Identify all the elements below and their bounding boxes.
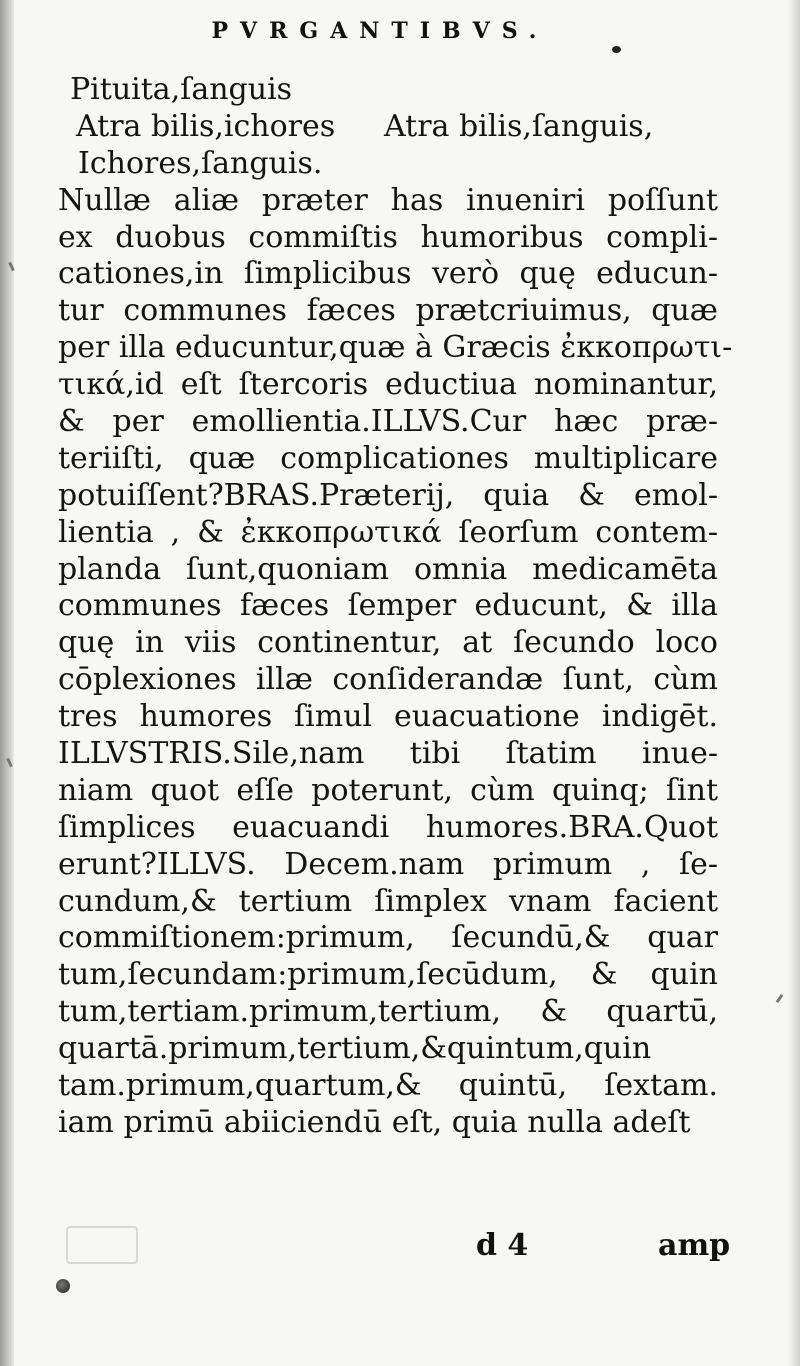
body-line: tam.primum,quartum,& quintū, ſextam. bbox=[58, 1068, 718, 1104]
body-line: commiſtionem:primum, ſecundū,& quar bbox=[58, 920, 718, 956]
body-line: ex duobus commiſtis humoribus compli- bbox=[58, 219, 718, 255]
gutter-shadow bbox=[0, 0, 14, 1366]
body-line: teriiſti, quæ complicationes multiplicare bbox=[58, 440, 718, 476]
body-line: erunt?ILLVS. Decem.nam primum , ſe- bbox=[58, 846, 718, 882]
catchword: amp bbox=[658, 1228, 731, 1263]
body-line: planda ſunt,quoniam omnia medicamēta bbox=[58, 551, 718, 587]
page-edge-shadow bbox=[788, 0, 800, 1366]
table-line-2-left: Atra bilis,ichores bbox=[76, 108, 336, 144]
body-line: tres humores ſimul euacuatione indigēt. bbox=[58, 699, 718, 735]
table-line-3: Ichores,ſanguis. bbox=[78, 145, 323, 181]
text-block bbox=[58, 72, 733, 1142]
body-line: τικά,id eſt ſtercoris eductiua nominantur, bbox=[58, 367, 718, 403]
table-line-1: Pituita,ſanguis bbox=[70, 72, 293, 107]
body-line: quartā.primum,tertium,&quintum,quin bbox=[58, 1031, 652, 1067]
body-line: quę in viis continentur, at ſecundo loco bbox=[58, 625, 718, 661]
body-line: per illa educuntur,quæ à Græcis ἐκκοπρωτι- bbox=[58, 330, 733, 366]
body-line: niam quot eſſe poterunt, cùm quinq; ſint bbox=[58, 772, 718, 808]
body-line: tur communes fæces prætcriuimus, quæ bbox=[58, 293, 718, 329]
ink-blot bbox=[56, 1279, 70, 1293]
body-line: iam primū abiiciendū eſt, quia nulla adeſt bbox=[58, 1104, 691, 1140]
body-line: communes fæces ſemper educunt, & illa bbox=[58, 588, 718, 624]
body-line: cōplexiones illæ conſiderandæ ſunt, cùm bbox=[58, 662, 718, 698]
body-line: potuiſſent?BRAS.Præterij, quia & emol- bbox=[58, 477, 718, 513]
body-line: & per emollientia.ILLVS.Cur hæc præ- bbox=[58, 404, 718, 440]
body-line: ſimplices euacuandi humores.BRA.Quot bbox=[58, 809, 718, 845]
margin-speck bbox=[776, 994, 784, 1003]
body-line: cundum,& tertium ſimplex vnam facient bbox=[58, 883, 718, 919]
body-line: tum,ſecundam:primum,ſecūdum, & quin bbox=[58, 957, 718, 993]
table-line-2-right: Atra bilis,ſanguis, bbox=[384, 108, 654, 144]
body-line: Nullæ aliæ præter has inueniri poſſunt bbox=[58, 182, 718, 218]
table-line-2 bbox=[58, 109, 718, 146]
signature-mark: d 4 bbox=[476, 1228, 529, 1263]
bleed-through-mark bbox=[66, 1226, 138, 1264]
ink-dot bbox=[612, 46, 621, 53]
body-line: tum,tertiam.primum,tertium, & quartū, bbox=[58, 994, 718, 1030]
running-head: PVRGANTIBVS. bbox=[211, 18, 549, 44]
body-line: ILLVSTRIS.Sile,nam tibi ſtatim inue- bbox=[58, 736, 718, 772]
body-line: cationes,in ſimplicibus verò quę educun- bbox=[58, 256, 718, 292]
body-line: lientia , & ἐκκοπρωτικά ſeorſum contem- bbox=[58, 514, 718, 550]
